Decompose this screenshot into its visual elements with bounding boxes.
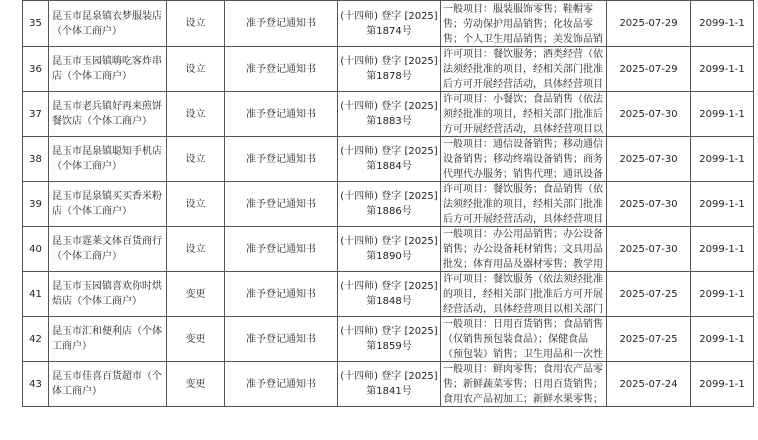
registration-number: (十四师) 登字 [2025]第1841号 [340, 371, 438, 397]
change-type-cell [167, 362, 225, 407]
registration-number: (十四师) 登字 [2025]第1886号 [340, 191, 438, 217]
business-scope-cell [441, 92, 607, 137]
business-scope: 许可项目：餐饮服务；酒类经营（依法须经批准的项目，经相关部门批准后方可开展经营活动，具体经营项目 [443, 49, 603, 90]
decision-date-cell [607, 1, 691, 47]
registration-number-cell [338, 137, 441, 182]
expiry-date: 2099-1-1 [699, 288, 745, 300]
business-name: 昆玉市老兵镇好再来煎饼餐饮店（个体工商户） [52, 101, 162, 127]
registration-number-cell [338, 92, 441, 137]
change-type: 变更 [185, 378, 206, 390]
business-scope: 一般项目：服装服饰零售；鞋帽零售；劳动保护用品销售；化妆品零售；个人卫生用品销售；美发饰品销 [443, 3, 603, 45]
change-type: 设立 [185, 243, 206, 255]
change-type-cell [167, 47, 225, 92]
expiry-date-cell [691, 47, 754, 92]
expiry-date: 2099-1-1 [699, 243, 745, 255]
decision-date-cell [607, 137, 691, 182]
business-scope-cell [441, 47, 607, 92]
business-name-cell [49, 92, 167, 137]
document-type: 准予登记通知书 [246, 378, 316, 390]
document-type-cell [225, 317, 338, 362]
table-row [23, 182, 754, 227]
decision-date-cell [607, 362, 691, 407]
business-scope-cell [441, 227, 607, 272]
expiry-date-cell [691, 182, 754, 227]
decision-date: 2025-07-30 [619, 243, 678, 255]
expiry-date-cell [691, 317, 754, 362]
change-type-cell [167, 182, 225, 227]
expiry-date: 2099-1-1 [699, 378, 745, 390]
expiry-date: 2099-1-1 [699, 333, 745, 345]
business-name: 昆玉市昆泉镇聪知手机店（个体工商户） [52, 146, 162, 172]
registration-number-cell [338, 272, 441, 317]
row-number: 35 [29, 18, 42, 29]
table-row [23, 227, 754, 272]
document-type-cell [225, 182, 338, 227]
registration-number-cell [338, 1, 441, 47]
document-type: 准予登记通知书 [246, 198, 316, 210]
business-name: 昆玉市佳喜百货超市（个体工商户） [52, 371, 162, 397]
decision-date-cell [607, 47, 691, 92]
business-scope: 一般项目：通信设备销售；移动通信设备销售；移动终端设备销售；商务代理代办服务；销售代理；通讯设备 [443, 139, 603, 180]
row-number-cell [23, 317, 49, 362]
row-number-cell [23, 137, 49, 182]
decision-date-cell [607, 92, 691, 137]
document-type-cell [225, 227, 338, 272]
row-number: 38 [29, 153, 42, 165]
change-type: 变更 [185, 333, 206, 345]
business-scope: 一般项目：日用百货销售；食品销售（仅销售预包装食品）；保健食品（预包装）销售；卫生用品和一次性 [443, 319, 603, 360]
business-name: 昆玉市玉园镇嗨吃客炸串店（个体工商户） [52, 56, 162, 82]
expiry-date: 2099-1-1 [699, 153, 745, 165]
expiry-date: 2099-1-1 [699, 63, 745, 75]
change-type-cell [167, 317, 225, 362]
business-name-cell [49, 317, 167, 362]
row-number-cell [23, 182, 49, 227]
row-number: 41 [29, 288, 42, 300]
row-number: 36 [29, 63, 42, 75]
expiry-date: 2099-1-1 [699, 108, 745, 120]
row-number: 43 [29, 378, 42, 390]
business-name-cell [49, 272, 167, 317]
change-type: 设立 [185, 153, 206, 165]
business-scope: 许可项目：小餐饮；食品销售（依法须经批准的项目，经相关部门批准后方可开展经营活动，具体经营项目以 [443, 94, 603, 135]
business-scope-cell [441, 182, 607, 227]
change-type: 设立 [185, 108, 206, 120]
business-scope: 一般项目：鲜肉零售；食用农产品零售；新鲜蔬菜零售；日用百货销售；食用农产品初加工；新鲜水果零售； [443, 364, 603, 405]
decision-date-cell [607, 317, 691, 362]
business-name: 昆玉市昆泉镇衣梦服装店（个体工商户） [52, 10, 162, 37]
row-number-cell [23, 1, 49, 47]
document-type: 准予登记通知书 [246, 18, 316, 29]
business-scope-cell [441, 272, 607, 317]
business-name-cell [49, 47, 167, 92]
table-row [23, 317, 754, 362]
decision-date-cell [607, 227, 691, 272]
business-scope-cell [441, 137, 607, 182]
document-type: 准予登记通知书 [246, 333, 316, 345]
row-number: 42 [29, 333, 42, 345]
change-type: 变更 [185, 288, 206, 300]
decision-date: 2025-07-30 [619, 153, 678, 165]
change-type-cell [167, 1, 225, 47]
row-number-cell [23, 272, 49, 317]
change-type: 设立 [185, 63, 206, 75]
change-type: 设立 [185, 198, 206, 210]
decision-date: 2025-07-25 [619, 333, 678, 345]
business-name-cell [49, 227, 167, 272]
registration-number: (十四师) 登字 [2025]第1883号 [340, 101, 438, 127]
decision-date: 2025-07-29 [619, 63, 678, 75]
document-type-cell [225, 1, 338, 47]
business-name-cell [49, 1, 167, 47]
row-number-cell [23, 92, 49, 137]
row-number-cell [23, 227, 49, 272]
registration-number: (十四师) 登字 [2025]第1848号 [340, 281, 438, 307]
expiry-date-cell [691, 92, 754, 137]
document-type-cell [225, 362, 338, 407]
expiry-date-cell [691, 1, 754, 47]
document-type: 准予登记通知书 [246, 63, 316, 75]
table-row [23, 1, 754, 47]
business-scope: 许可项目：餐饮服务；食品销售（依法须经批准的项目，经相关部门批准后方可开展经营活动，具体经营项目 [443, 184, 603, 225]
registration-number: (十四师) 登字 [2025]第1874号 [340, 10, 438, 37]
expiry-date-cell [691, 362, 754, 407]
registration-number: (十四师) 登字 [2025]第1890号 [340, 236, 438, 262]
expiry-date: 2099-1-1 [699, 18, 745, 29]
change-type-cell [167, 227, 225, 272]
decision-date: 2025-07-30 [619, 108, 678, 120]
expiry-date-cell [691, 272, 754, 317]
document-type: 准予登记通知书 [246, 243, 316, 255]
registration-number-cell [338, 362, 441, 407]
business-name: 昆玉市霆莱文体百货商行（个体工商户） [52, 236, 162, 262]
change-type-cell [167, 92, 225, 137]
registration-number: (十四师) 登字 [2025]第1859号 [340, 326, 438, 352]
expiry-date-cell [691, 227, 754, 272]
expiry-date: 2099-1-1 [699, 198, 745, 210]
document-type: 准予登记通知书 [246, 108, 316, 120]
business-scope: 一般项目：办公用品销售；办公设备销售；办公设备耗材销售；文具用品批发；体育用品及器材零售；教学用 [443, 229, 603, 270]
table-row [23, 137, 754, 182]
decision-date: 2025-07-24 [619, 378, 678, 390]
row-number-cell [23, 47, 49, 92]
expiry-date-cell [691, 137, 754, 182]
decision-date: 2025-07-30 [619, 198, 678, 210]
document-type: 准予登记通知书 [246, 153, 316, 165]
table-row [23, 362, 754, 407]
table-row [23, 92, 754, 137]
document-type-cell [225, 92, 338, 137]
registration-number-cell [338, 47, 441, 92]
registration-number: (十四师) 登字 [2025]第1878号 [340, 56, 438, 82]
change-type-cell [167, 137, 225, 182]
registration-number-cell [338, 227, 441, 272]
business-scope-cell [441, 362, 607, 407]
document-type: 准予登记通知书 [246, 288, 316, 300]
business-name: 昆玉市昆泉镇买买香米粉店（个体工商户） [52, 191, 162, 217]
change-type-cell [167, 272, 225, 317]
row-number: 40 [29, 243, 42, 255]
row-number: 37 [29, 108, 42, 120]
table-row [23, 47, 754, 92]
business-name-cell [49, 137, 167, 182]
registration-number-cell [338, 182, 441, 227]
decision-date: 2025-07-25 [619, 288, 678, 300]
business-name-cell [49, 182, 167, 227]
decision-date-cell [607, 182, 691, 227]
table-row [23, 272, 754, 317]
document-type-cell [225, 137, 338, 182]
row-number: 39 [29, 198, 42, 210]
row-number-cell [23, 362, 49, 407]
business-scope-cell [441, 1, 607, 47]
decision-date-cell [607, 272, 691, 317]
business-scope-cell [441, 317, 607, 362]
registration-table [22, 0, 754, 407]
business-name: 昆玉市汇和便利店（个体工商户） [52, 326, 162, 352]
business-name-cell [49, 362, 167, 407]
document-type-cell [225, 272, 338, 317]
business-name: 昆玉市玉园镇喜欢你时烘焙店（个体工商户） [52, 281, 162, 307]
business-scope: 许可项目：餐饮服务（依法须经批准的项目，经相关部门批准后方可开展经营活动，具体经营项目以相关部门 [443, 274, 603, 315]
change-type: 设立 [185, 18, 206, 29]
decision-date: 2025-07-29 [619, 18, 678, 29]
registration-number: (十四师) 登字 [2025]第1884号 [340, 146, 438, 172]
document-type-cell [225, 47, 338, 92]
registration-number-cell [338, 317, 441, 362]
